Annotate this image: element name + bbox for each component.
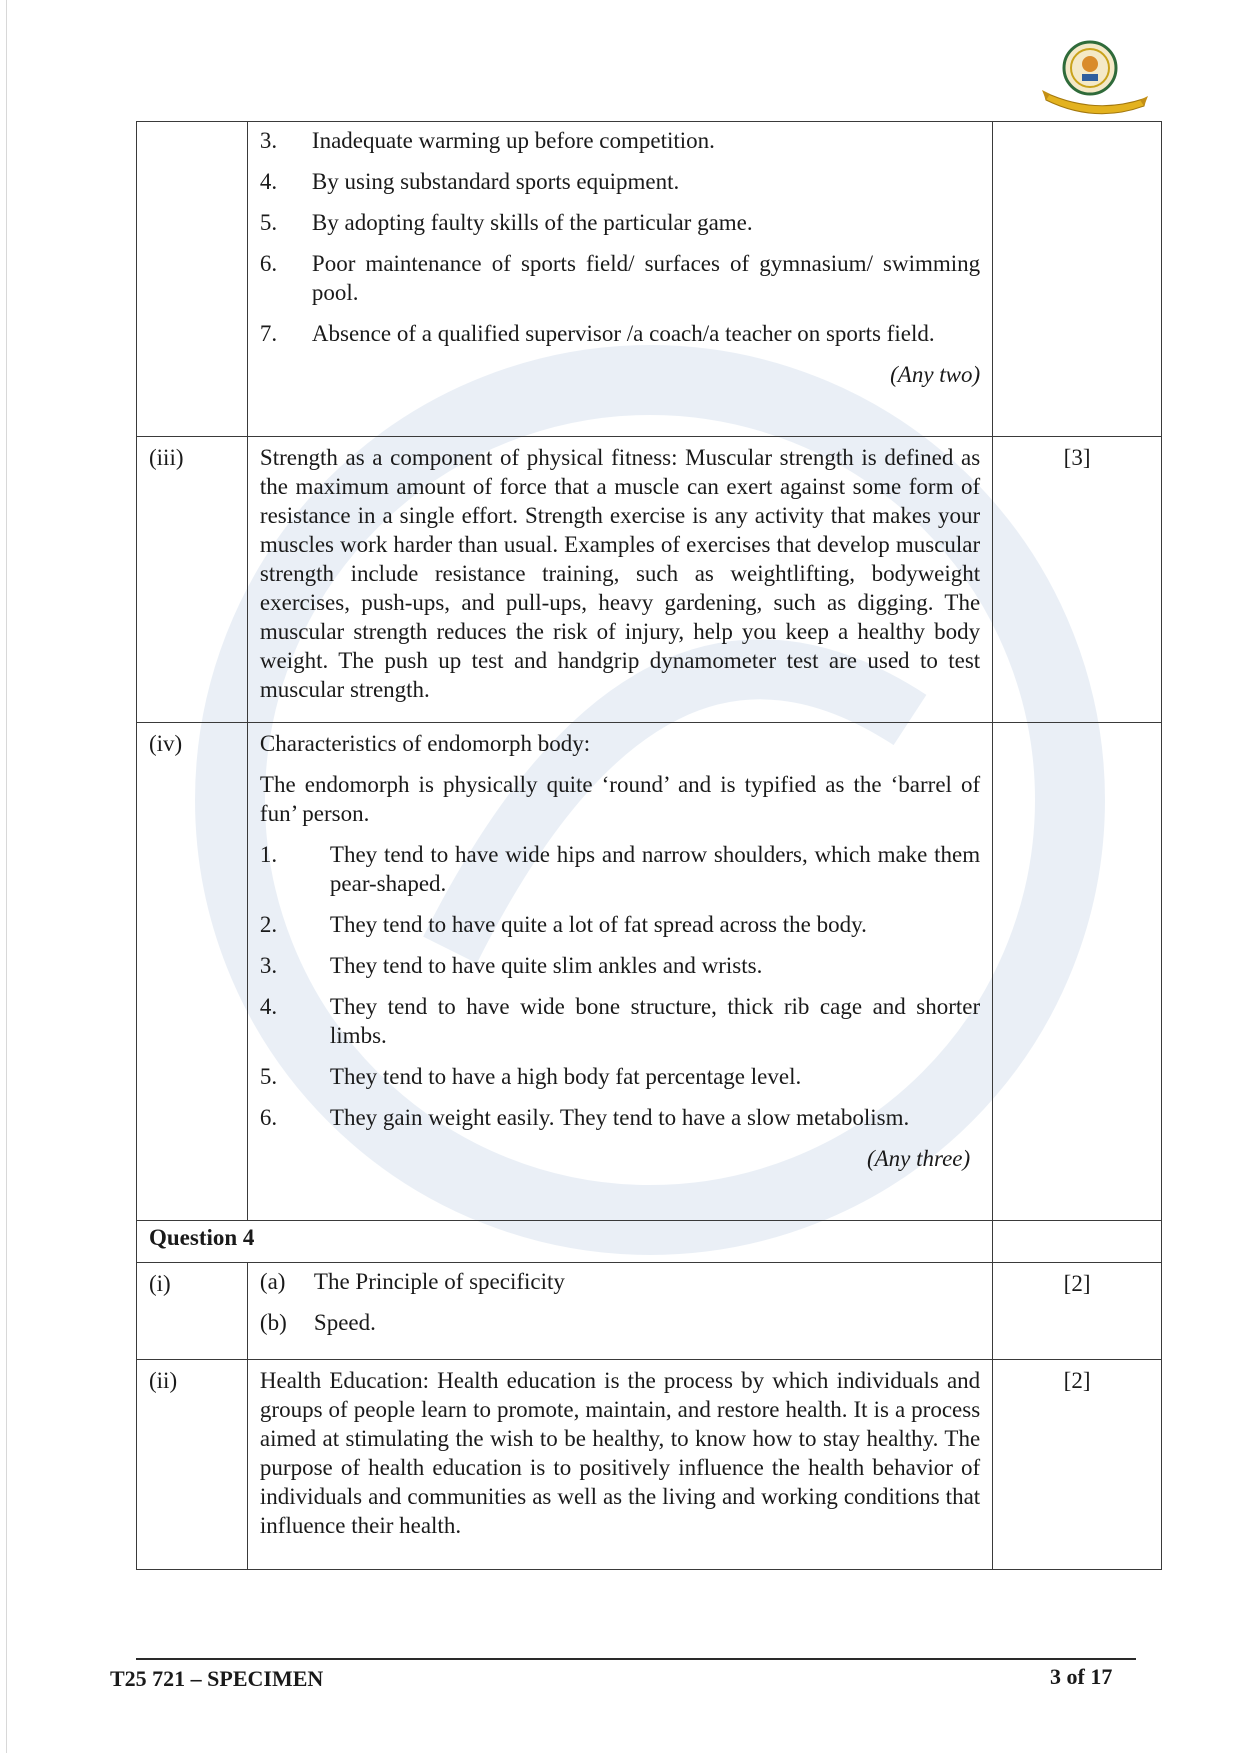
answer-text-q4-ii: Health Education: Health education is the process by which individuals and groups of people learn to promote, maintain, and restore health. It is a process aimed at stimulating the wish to be healthy, to know how to stay healthy. The purpose of health education is to positively influence the health behavior of individuals and communities as well as the living and working conditions that influence their health. [259,1368,981,1538]
list-item: 5. They tend to have a high body fat percentage level. [259,1064,802,1089]
table-row-iii [137,437,1162,723]
list-item: 3. They tend to have quite slim ankles and wrists. [259,953,763,978]
endomorph-intro: The endomorph is physically quite ‘round’ and is typified as the ‘barrel of fun’ person. [259,772,981,826]
part-label-q4-ii: (ii) [149,1368,178,1393]
list-item: 5. By adopting faulty skills of the particular game. [259,210,753,235]
question-4-title: Question 4 [149,1225,255,1250]
list-item: 2. They tend to have quite a lot of fat spread across the body. [259,912,867,937]
part-label-q4-i: (i) [149,1271,171,1296]
footer-rule [136,1658,1136,1660]
answer-cell [247,122,992,437]
list-item: (b) Speed. [259,1310,376,1335]
endomorph-heading: Characteristics of endomorph body: [259,731,591,756]
list-item: 6. Poor maintenance of sports field/ surfaces of gymnasium/ swimming pool. [259,251,981,305]
table-row-continued [137,122,1162,437]
list-item: (a) The Principle of specificity [259,1269,565,1294]
any-three-note: (Any three) [866,1146,971,1171]
table-row-iv [137,723,1162,1221]
part-label-iii: (iii) [149,445,184,470]
list-item: 4. By using substandard sports equipment. [259,169,680,194]
list-item: 1. They tend to have wide hips and narrow shoulders, which make them pear-shaped. [259,842,981,896]
paper-code: T25 721 – SPECIMEN [110,1666,324,1691]
list-item: 3. Inadequate warming up before competition. [259,128,715,153]
any-two-note: (Any two) [890,362,981,387]
part-label-iv: (iv) [149,731,183,756]
answer-text-iii: Strength as a component of physical fitness: Muscular strength is defined as the maximum amount of force that a muscle can exert against some form of resistance in a single effort. Strength exercise is any activity that makes your muscles work harder than usual. Examples of exercises that develop muscular strength include resistance training, such as weightlifting, bodyweight exercises, push-ups, and pull-ups, heavy gardening, such as digging. The muscular strength reduces the risk of injury, help you keep a healthy body weight. The push up test and handgrip dynamometer test are used to test muscular strength. [259,445,981,702]
marks-iii: [3] [1063,445,1091,470]
page-edge-line [6,0,7,1753]
marks-q4-i: [2] [1063,1271,1091,1296]
list-item: 6. They gain weight easily. They tend to have a slow metabolism. [259,1105,910,1130]
page-number: 3 of 17 [1050,1664,1113,1689]
list-item: 7. Absence of a qualified supervisor /a coach/a teacher on sports field. [259,321,935,346]
marks-cell [993,122,1162,437]
answer-table [136,121,1162,1570]
list-item: 4. They tend to have wide bone structure, thick rib cage and shorter limbs. [259,994,981,1048]
table-row-q4-ii [137,1360,1162,1570]
cisce-logo [1040,36,1150,116]
table-row-question-4 [137,1221,1162,1263]
table-row-q4-i [137,1263,1162,1360]
part-cell [137,122,248,437]
marks-q4-ii: [2] [1063,1368,1091,1393]
